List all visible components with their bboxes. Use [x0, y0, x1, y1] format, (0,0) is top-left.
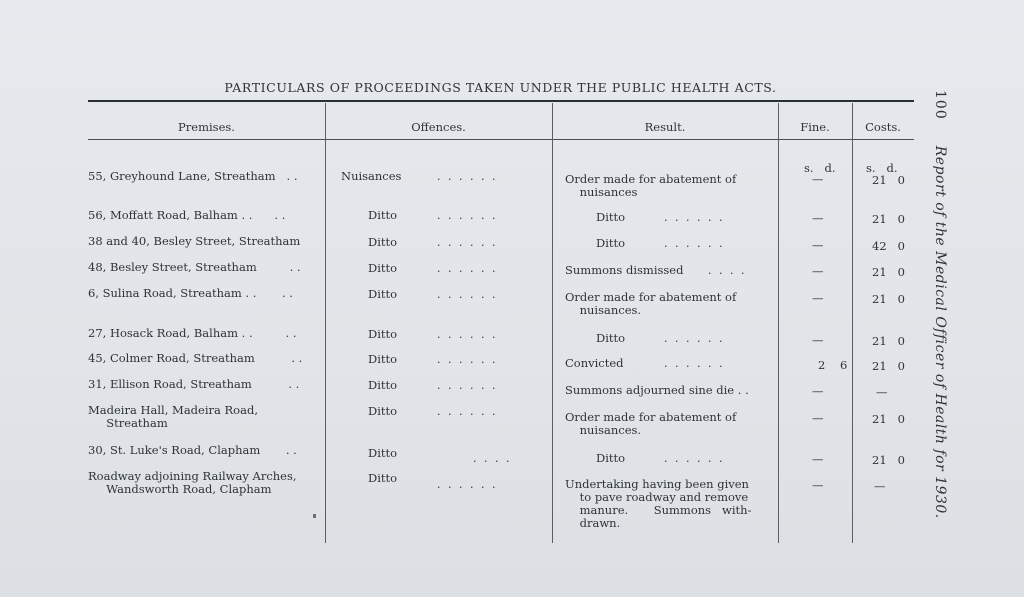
fine-cell: — [812, 384, 824, 398]
offence-cell: Ditto [368, 261, 398, 275]
page-title: PARTICULARS OF PROCEEDINGS TAKEN UNDER THE PUBLIC HEALTH ACTS. [224, 80, 777, 95]
leader-dots: . . . . . . [437, 478, 498, 491]
leader-dots: . . . . . . [437, 262, 498, 275]
fine-cell: — [812, 452, 824, 466]
leader-dots: . . . . . . [664, 357, 725, 370]
leader-dots: . . . . . . [437, 236, 498, 249]
leader-dots: . . . . . . [437, 379, 498, 392]
column-divider [552, 103, 553, 543]
header-offences: Offences. [411, 120, 466, 134]
costs-cell: 21 0 [872, 334, 905, 348]
fine-cell: — [812, 478, 824, 492]
fine-units: s. d. [804, 161, 836, 175]
running-head [932, 90, 956, 519]
costs-cell: 21 0 [872, 173, 905, 187]
fine-cell: — [812, 411, 824, 425]
leader-dots: . . . . . . [437, 353, 498, 366]
fine-cell: — [812, 291, 824, 305]
leader-dots: . . . . . . [664, 211, 725, 224]
ink-mark [313, 514, 316, 518]
costs-cell: 21 0 [872, 265, 905, 279]
result-cell: Summons dismissed [565, 263, 684, 277]
leader-dots: . . . . . . [437, 405, 498, 418]
offence-cell: Ditto [368, 378, 398, 392]
leader-dots: . . . . . . [664, 452, 725, 465]
leader-dots: . . . . . . [437, 209, 498, 222]
result-cell: Convicted [565, 356, 624, 370]
table-top-rule [88, 100, 914, 102]
costs-units: s. d. [866, 161, 898, 175]
page-number: 100 [932, 90, 948, 120]
result-cell: Ditto [596, 451, 626, 465]
fine-cell: — [812, 211, 824, 225]
fine-cell: — [812, 264, 824, 278]
result-cell: Summons adjourned sine die . . [565, 383, 749, 397]
costs-cell: 21 0 [872, 359, 905, 373]
offence-cell: Ditto [368, 208, 398, 222]
offence-cell: Ditto [368, 404, 398, 418]
leader-dots: . . . . . . [437, 328, 498, 341]
leader-dots: . . . . [473, 452, 512, 465]
leader-dots: . . . . [708, 264, 747, 277]
costs-cell: — [876, 385, 888, 399]
table-header-rule [88, 139, 914, 140]
costs-cell: 42 0 [872, 239, 905, 253]
costs-cell: — [874, 479, 886, 493]
column-divider [852, 103, 853, 543]
leader-dots: . . . . . . [664, 332, 725, 345]
result-cell: Order made for abatement of nuisances [565, 172, 737, 199]
result-cell: Ditto [596, 210, 626, 224]
running-head-text: Report of the Medical Officer of Health for 1930. [932, 145, 948, 519]
offence-cell: Ditto [368, 352, 398, 366]
costs-cell: 21 0 [872, 453, 905, 467]
costs-cell: 21 0 [872, 412, 905, 426]
header-premises: Premises. [178, 120, 235, 134]
premises-cell: Madeira Hall, Madeira Road, Streatham [88, 403, 258, 430]
column-divider [778, 103, 779, 543]
result-cell: Undertaking having been given to pave roadway and remove manure. Summons with- drawn. [565, 477, 752, 530]
premises-cell: 45, Colmer Road, Streatham . . [88, 351, 303, 365]
header-result: Result. [644, 120, 686, 134]
header-costs: Costs. [865, 120, 901, 134]
offence-cell: Nuisances [341, 169, 402, 183]
offence-cell: Ditto [368, 446, 398, 460]
premises-cell: 38 and 40, Besley Street, Streatham [88, 234, 301, 248]
leader-dots: . . . . . . [437, 288, 498, 301]
offence-cell: Ditto [368, 471, 398, 485]
premises-cell: 30, St. Luke's Road, Clapham . . [88, 443, 297, 457]
result-cell: Order made for abatement of nuisances. [565, 290, 737, 317]
offence-cell: Ditto [368, 327, 398, 341]
fine-cell: 2 6 [818, 358, 848, 372]
premises-cell: 56, Moffatt Road, Balham . . . . [88, 208, 286, 222]
result-cell: Ditto [596, 331, 626, 345]
column-divider [325, 103, 326, 543]
premises-cell: Roadway adjoining Railway Arches, Wandsworth Road, Clapham [88, 469, 297, 496]
offence-cell: Ditto [368, 235, 398, 249]
premises-cell: 31, Ellison Road, Streatham . . [88, 377, 300, 391]
costs-cell: 21 0 [872, 212, 905, 226]
fine-cell: — [812, 172, 824, 186]
result-cell: Order made for abatement of nuisances. [565, 410, 737, 437]
leader-dots: . . . . . . [664, 237, 725, 250]
leader-dots: . . . . . . [437, 170, 498, 183]
fine-cell: — [812, 238, 824, 252]
premises-cell: 48, Besley Street, Streatham . . [88, 260, 301, 274]
fine-cell: — [812, 333, 824, 347]
header-fine: Fine. [800, 120, 830, 134]
result-cell: Ditto [596, 236, 626, 250]
costs-cell: 21 0 [872, 292, 905, 306]
premises-cell: 55, Greyhound Lane, Streatham . . [88, 169, 298, 183]
offence-cell: Ditto [368, 287, 398, 301]
premises-cell: 27, Hosack Road, Balham . . . . [88, 326, 297, 340]
premises-cell: 6, Sulina Road, Streatham . . . . [88, 286, 293, 300]
